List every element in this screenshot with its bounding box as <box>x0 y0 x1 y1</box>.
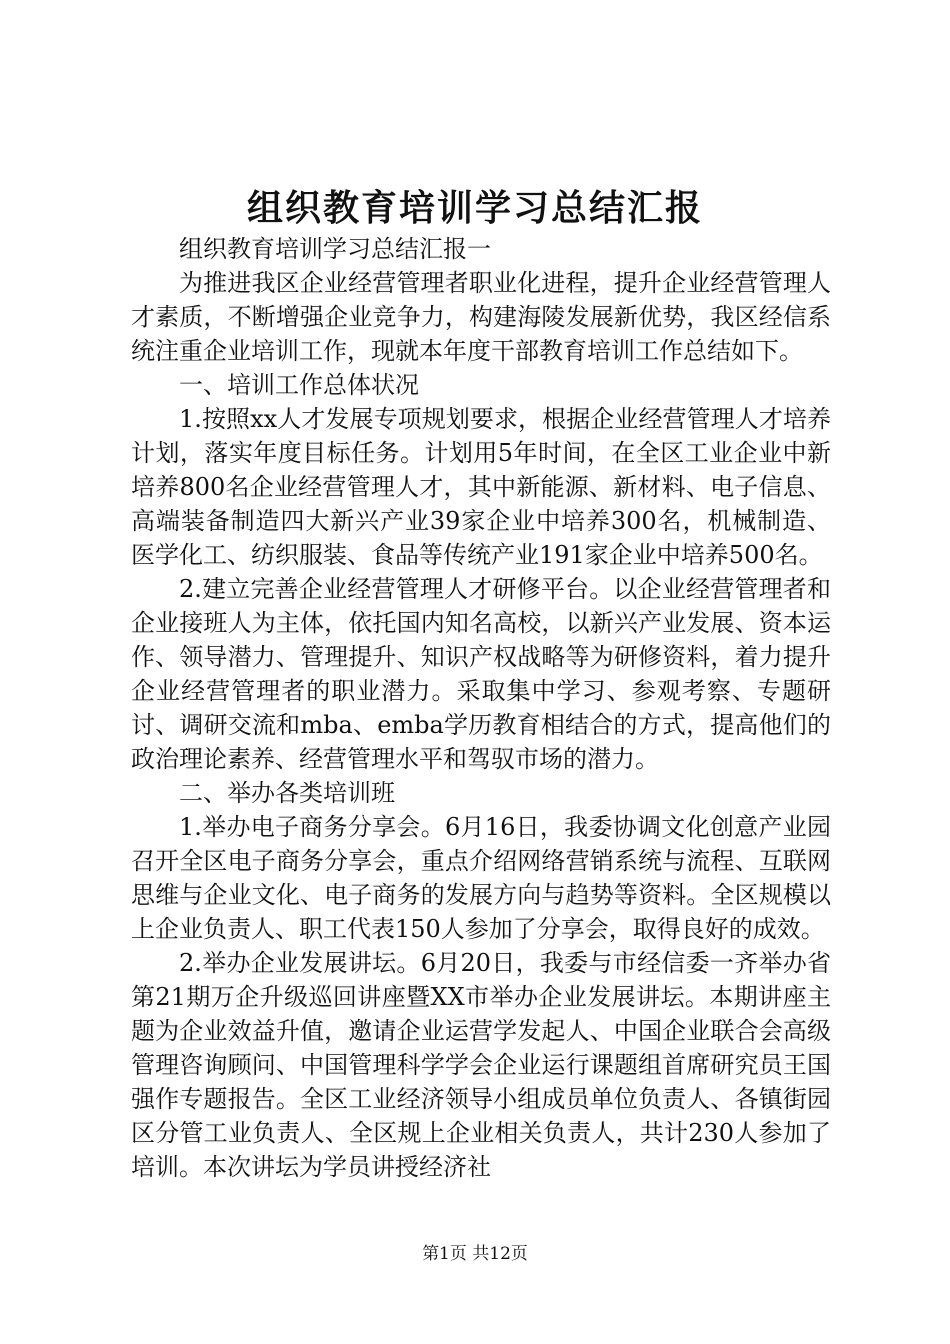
paragraph: 2.举办企业发展讲坛。6月20日，我委与市经信委一齐举办省第21期万企升级巡回讲座暨XX市举办企业发展讲坛。本期讲座主题为企业效益升值，邀请企业运营学发起人、中国企业联合会高级管理咨询顾问、中国管理科学学会企业运行课题组首席研究员王国强作专题报告。全区工业经济领导小组成员单位负责人、各镇街园区分管工业负责人、全区规上企业相关负责人，共计230人参加了培训。本次讲坛为学员讲授经济社 <box>131 949 831 1181</box>
paragraph: 1.按照xx人才发展专项规划要求，根据企业经营管理人才培养计划，落实年度目标任务。计划用5年时间，在全区工业企业中新培养800名企业经营管理人才，其中新能源、新材料、电子信息、高端装备制造四大新兴产业39家企业中培养300名，机械制造、医学化工、纺织服装、食品等传统产业191家企业中培养500名。 <box>131 405 831 569</box>
paragraph: 组织教育培训学习总结汇报一 <box>179 235 491 263</box>
paragraph: 为推进我区企业经营管理者职业化进程，提升企业经营管理人才素质，不断增强企业竞争力，构建海陵发展新优势，我区经信系统注重企业培训工作，现就本年度干部教育培训工作总结如下。 <box>131 269 831 365</box>
page-footer: 第1页 共12页 <box>422 1244 528 1264</box>
paragraph: 1.举办电子商务分享会。6月16日，我委协调文化创意产业园召开全区电子商务分享会，重点介绍网络营销系统与流程、互联网思维与企业文化、电子商务的发展方向与趋势等资料。全区规模以上企业负责人、职工代表150人参加了分享会，取得良好的成效。 <box>131 813 831 943</box>
section-heading: 二、举办各类培训班 <box>179 779 395 807</box>
section-heading: 一、培训工作总体状况 <box>179 371 419 399</box>
document-title: 组织教育培训学习总结汇报 <box>246 187 703 229</box>
document-body <box>131 232 831 1184</box>
paragraph: 2.建立完善企业经营管理人才研修平台。以企业经营管理者和企业接班人为主体，依托国内知名高校，以新兴产业发展、资本运作、领导潜力、管理提升、知识产权战略等为研修资料，着力提升企业经营管理者的职业潜力。采取集中学习、参观考察、专题研讨、调研交流和mba、emba学历教育相结合的方式，提高他们的政治理论素养、经营管理水平和驾驭市场的潜力。 <box>131 575 831 773</box>
